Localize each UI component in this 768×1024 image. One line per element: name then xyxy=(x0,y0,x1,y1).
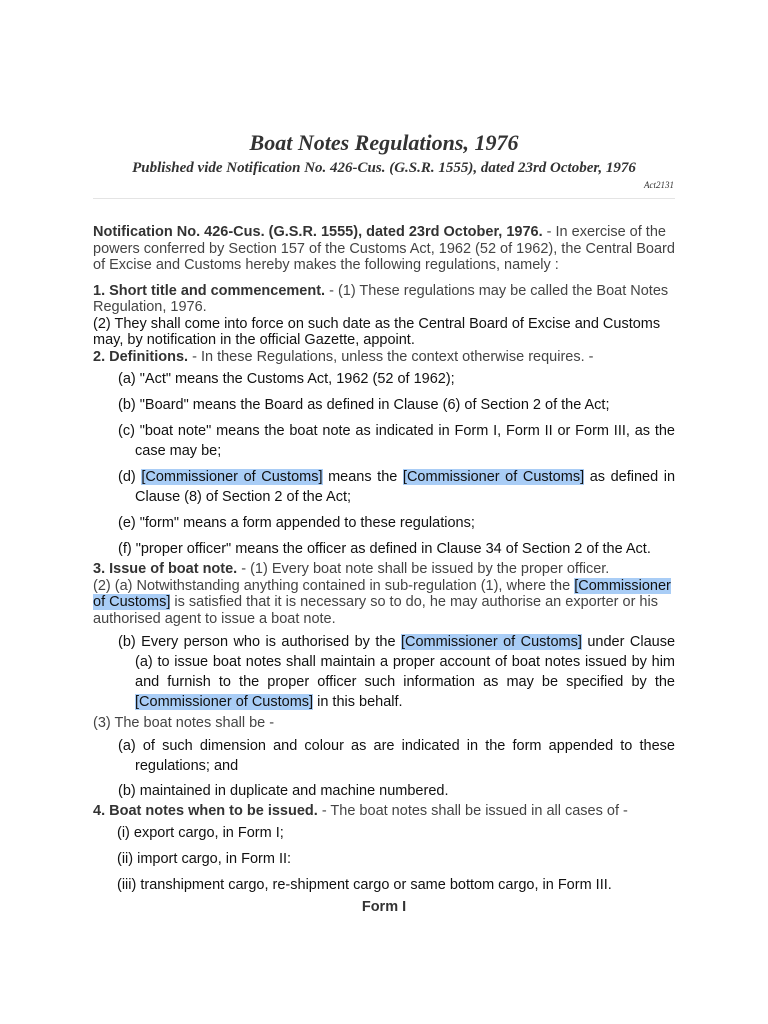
reg3-sub2-pre: (2) (a) Notwithstanding anything contained in sub-regulation (1), where the xyxy=(93,577,575,594)
definition-d-post: as defined in Clause (8) of Section 2 of the Act; xyxy=(135,469,676,505)
reg3-b-pre: (b) Every person who is authorised by the xyxy=(118,634,401,650)
definitions-list xyxy=(93,369,675,559)
reg3-sub3-a: (a) of such dimension and colour as are indicated in the form appended to these regulations; and xyxy=(118,737,675,774)
reg4-heading: 4. Boat notes when to be issued. xyxy=(93,802,318,819)
page-subtitle: Published vide Notification No. 426-Cus. (G.S.R. 1555), dated 23rd October, 1976 xyxy=(132,160,636,176)
reg2-paragraph xyxy=(93,349,675,366)
document-body xyxy=(93,224,675,916)
definition-c: (c) "boat note" means the boat note as indicated in Form I, Form II or Form III, as the case may be; xyxy=(118,423,675,459)
form-heading: Form I xyxy=(361,899,407,915)
reg3-heading: 3. Issue of boat note. xyxy=(93,561,238,577)
reg3-text: - (1) Every boat note shall be issued by the proper officer. xyxy=(237,561,610,577)
reg3-b-mid: under Clause (a) to issue boat notes shall maintain a proper account of boat notes issued by him and furnish to the proper officer such information as may be specified by the xyxy=(135,634,676,690)
definition-e: (e) "form" means a form appended to these regulations; xyxy=(118,515,475,531)
highlight-commissioner: [Commissioner of Customs] xyxy=(141,469,323,485)
reg1-paragraph xyxy=(93,283,675,316)
reg3-sub2 xyxy=(93,578,675,628)
reg1-heading: 1. Short title and commencement. xyxy=(93,282,326,299)
highlight-commissioner: [Commissioner of Customs] xyxy=(93,577,671,610)
definition-f: (f) "proper officer" means the officer as defined in Clause 34 of Section 2 of the Act. xyxy=(118,541,651,557)
highlight-commissioner: [Commissioner of Customs] xyxy=(402,469,585,485)
reg3-paragraph xyxy=(93,561,675,578)
reg3-sub2-list xyxy=(93,632,675,712)
reg1-text: - (1) These regulations may be called the Boat Notes Regulation, 1976. xyxy=(93,282,669,315)
reg4-list xyxy=(93,823,675,895)
reg3-sub2-post: is satisfied that it is necessary so to do, he may authorise an exporter or his authorised agent to issue a boat note. xyxy=(93,594,658,627)
reg2-text: - In these Regulations, unless the context otherwise requires. - xyxy=(188,348,594,365)
header-divider xyxy=(93,198,675,199)
definition-d-mid: means the xyxy=(322,469,403,485)
reg1-sub2: (2) They shall come into force on such date as the Central Board of Excise and Customs may, by notification in the official Gazette, appoint. xyxy=(93,315,661,348)
reg4-paragraph xyxy=(93,803,675,820)
intro-heading: Notification No. 426-Cus. (G.S.R. 1555), dated 23rd October, 1976. xyxy=(93,224,543,240)
intro-paragraph xyxy=(93,224,675,274)
definition-b: (b) "Board" means the Board as defined in Clause (6) of Section 2 of the Act; xyxy=(118,397,610,413)
reg4-text: - The boat notes shall be issued in all cases of - xyxy=(317,802,628,819)
reg2-heading: 2. Definitions. xyxy=(93,348,189,365)
act-id: Act2131 xyxy=(644,180,674,190)
reg3-sub3: (3) The boat notes shall be - xyxy=(93,715,275,731)
reg3-b-post: in this behalf. xyxy=(313,694,403,710)
reg3-sub3-b: (b) maintained in duplicate and machine numbered. xyxy=(118,782,449,799)
reg3-sub2-b xyxy=(93,632,675,712)
reg3-sub3-list xyxy=(93,736,675,801)
page-title: Boat Notes Regulations, 1976 xyxy=(249,130,519,155)
intro-text: - In exercise of the powers conferred by Section 157 of the Customs Act, 1962 (52 of 1962), the Central Board of Excise and Customs hereby makes the following regulations, namely : xyxy=(93,224,675,273)
reg4-item-ii: (ii) import cargo, in Form II: xyxy=(117,851,292,867)
highlight-commissioner: [Commissioner of Customs] xyxy=(135,694,314,710)
highlight-commissioner: [Commissioner of Customs] xyxy=(400,634,582,650)
definition-d xyxy=(93,467,675,507)
definition-d-label: (d) xyxy=(118,469,142,485)
reg4-item-iii: (iii) transhipment cargo, re-shipment cargo or same bottom cargo, in Form III. xyxy=(117,877,612,893)
reg4-item-i: (i) export cargo, in Form I; xyxy=(117,825,284,841)
definition-a: (a) "Act" means the Customs Act, 1962 (52 of 1962); xyxy=(118,371,455,387)
